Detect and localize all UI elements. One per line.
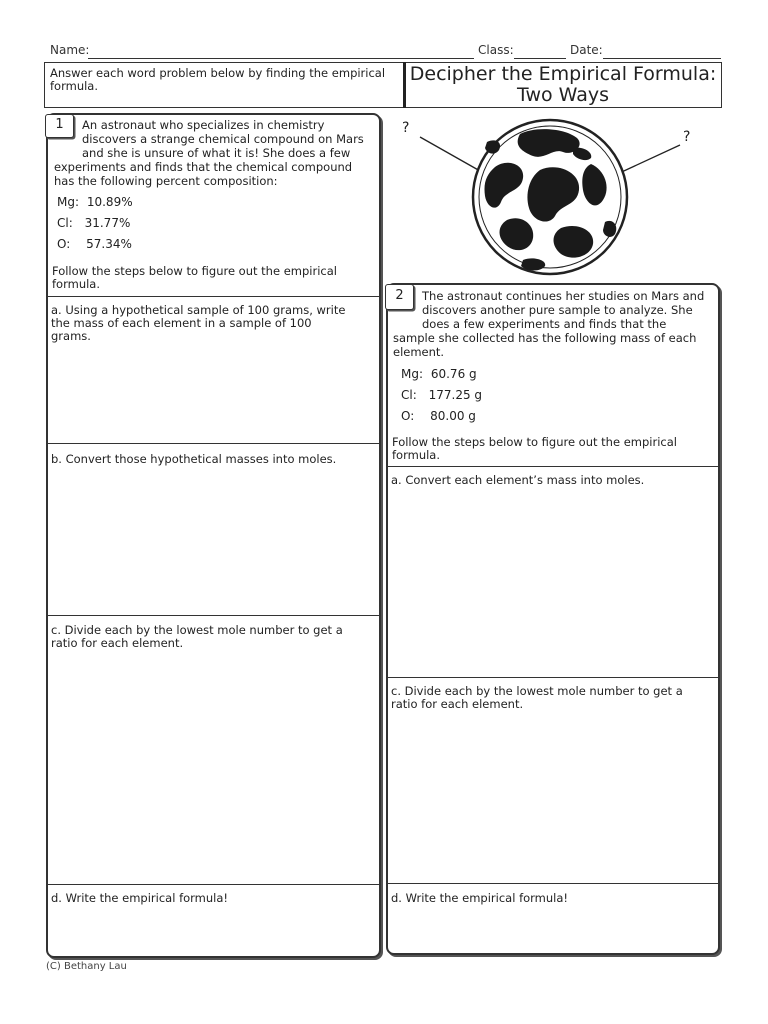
problem-2-element-cl (401, 388, 482, 402)
problem-1-answer-c-area[interactable] (48, 654, 378, 882)
problem-1-step-d: d. Write the empirical formula! (51, 891, 229, 905)
element-value: 57.34% (86, 237, 132, 251)
problem-2-step-a: a. Convert each element’s mass into moles. (391, 473, 645, 487)
problem-1-number: 1 (45, 114, 74, 138)
problem-1-text-line-5: has the following percent composition: (54, 174, 278, 188)
name-label: Name: (50, 43, 90, 57)
class-field-line[interactable] (514, 58, 566, 59)
element-symbol: Mg: (57, 195, 80, 209)
element-symbol: Mg: (401, 367, 424, 381)
problem-2-number: 2 (385, 284, 414, 310)
problem-2-element-mg (401, 367, 477, 381)
problem-1-divider-d (47, 884, 380, 885)
problem-2-divider-d (387, 883, 719, 884)
problem-1-follow-line-2: formula. (52, 277, 100, 291)
problem-2-step-d: d. Write the empirical formula! (391, 891, 569, 905)
element-value: 177.25 g (428, 388, 483, 402)
problem-1-element-cl (57, 216, 130, 230)
problem-1-divider-b (47, 443, 380, 444)
problem-1-text-line-4: experiments and finds that the chemical compound (54, 160, 353, 174)
problem-2-follow-line-2: formula. (392, 448, 440, 462)
problem-1-answer-b-area[interactable] (48, 470, 378, 613)
element-value: 80.00 g (430, 409, 476, 423)
problem-1-text-line-2: discovers a strange chemical compound on Mars (82, 132, 364, 146)
problem-2-answer-a-area[interactable] (388, 492, 718, 675)
problem-2-answer-d-area[interactable] (388, 908, 718, 952)
problem-2-text-line-5: element. (393, 345, 445, 359)
element-value: 60.76 g (430, 367, 477, 381)
date-field-line[interactable] (603, 58, 721, 59)
problem-2-answer-c-area[interactable] (388, 715, 718, 881)
problem-1-step-c-line-1: c. Divide each by the lowest mole number to get a (51, 623, 343, 637)
problem-1-step-a-line-1: a. Using a hypothetical sample of 100 grams, write (51, 303, 346, 317)
question-mark-right: ? (683, 129, 691, 145)
problem-2-text-line-4: sample she collected has the following mass of each (393, 331, 697, 345)
problem-2-text-line-3: does a few experiments and finds that the (422, 317, 667, 331)
name-field-line[interactable] (88, 58, 474, 59)
copyright: (C) Bethany Lau (46, 961, 127, 972)
class-label: Class: (478, 43, 514, 57)
problem-1-text-line-1: An astronaut who specializes in chemistry (82, 118, 325, 132)
problem-2-text-line-2: discovers another pure sample to analyze. She (422, 303, 693, 317)
problem-1-element-mg (57, 195, 133, 209)
mars-planet-illustration (395, 112, 725, 282)
problem-1-follow-line-1: Follow the steps below to figure out the empirical (52, 264, 337, 278)
problem-2-step-c-line-2: ratio for each element. (391, 697, 524, 711)
element-symbol: O: (401, 409, 415, 423)
element-symbol: Cl: (57, 216, 73, 230)
problem-1-text-line-3: and she is unsure of what it is! She does a few (82, 146, 351, 160)
element-symbol: O: (57, 237, 71, 251)
problem-1-step-b: b. Convert those hypothetical masses into moles. (51, 452, 337, 466)
problem-2-element-o (401, 409, 476, 423)
element-value: 10.89% (86, 195, 133, 209)
title-line-2: Two Ways (516, 84, 610, 106)
date-label: Date: (570, 43, 603, 57)
problem-1-answer-d-area[interactable] (48, 908, 378, 954)
problem-2-step-c-line-1: c. Divide each by the lowest mole number to get a (391, 684, 683, 698)
problem-2-follow-line-1: Follow the steps below to figure out the empirical (392, 435, 677, 449)
page-title (406, 64, 720, 106)
instructions: Answer each word problem below by finding the empirical formula. (50, 66, 386, 93)
problem-2-divider-a (387, 466, 719, 467)
problem-1-answer-a-area[interactable] (48, 346, 378, 442)
title-line-1: Decipher the Empirical Formula: (409, 63, 717, 85)
element-symbol: Cl: (401, 388, 417, 402)
problem-1-element-o (57, 237, 132, 251)
problem-1-step-a-line-2: the mass of each element in a sample of 100 (51, 316, 312, 330)
problem-1-divider-a (47, 296, 380, 297)
problem-2-text-line-1: The astronaut continues her studies on Mars and (422, 289, 705, 303)
question-mark-left: ? (402, 120, 410, 136)
problem-1-step-a-line-3: grams. (51, 329, 91, 343)
element-value: 31.77% (84, 216, 131, 230)
problem-1-step-c-line-2: ratio for each element. (51, 636, 184, 650)
problem-1-divider-c (47, 615, 380, 616)
problem-2-divider-c (387, 677, 719, 678)
